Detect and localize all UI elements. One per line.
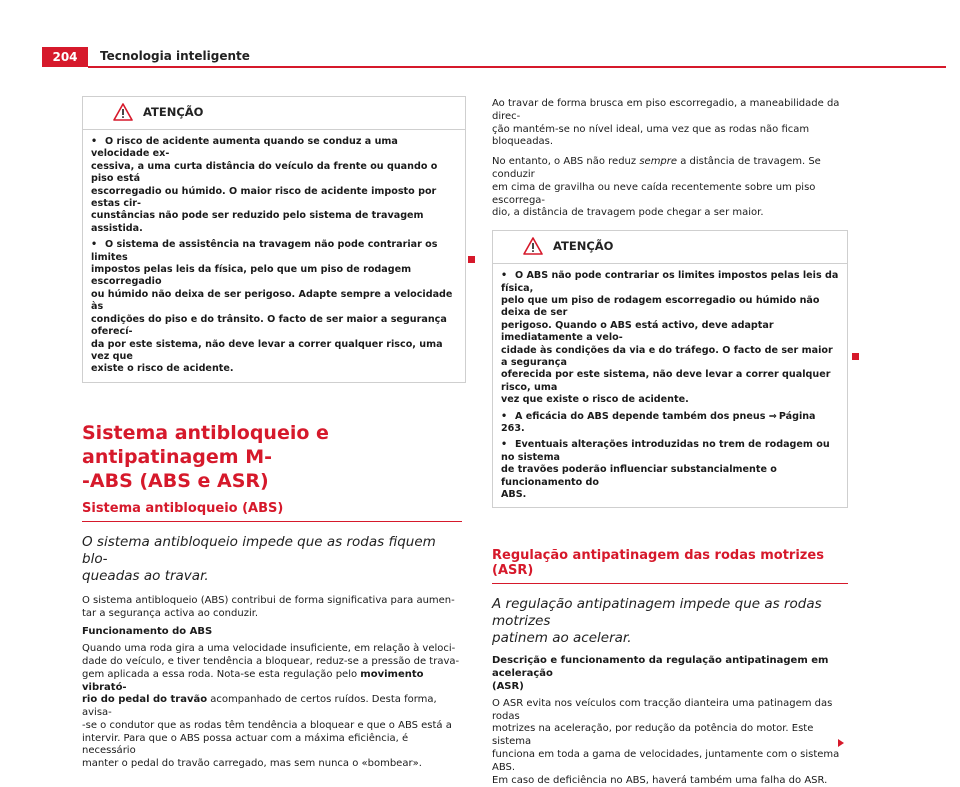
warning-title: ATENÇÃO <box>143 105 204 119</box>
page-number: 204 <box>42 47 88 67</box>
warning-item: • O risco de acidente aumenta quando se conduz a uma velocidade ex- cessiva, a uma curta distância do veículo da frente ou quando o piso está escorregadio ou húmido. O maior risco de acidente imposto por estas cir- cunstâncias não pode ser reduzido pelo sistema de travagem assistida. <box>91 136 438 234</box>
warning-item: • O sistema de assistência na travagem não pode contrariar os limites impostos pelas leis da física, pelo que um piso de rodagem escorregadio ou húmido não deixa de ser perigoso. Adapte sempre a velocidade às condições do piso e do trânsito. O facto de ser maior a segurança oferecí- da por este sistema, não deve levar a correr qualquer risco, uma vez que existe o risco de acidente. <box>91 239 453 375</box>
warning-item: • Eventuais alterações introduzidas no trem de rodagem ou no sistema de travões poderão influenciar substancialmente o funcionamento do ABS. <box>501 439 830 501</box>
warning-body <box>83 130 465 382</box>
chapter-title: Tecnologia inteligente <box>100 49 250 63</box>
bullet-icon: • <box>501 410 508 422</box>
abs-steering-paragraph: Ao travar de forma brusca em piso escorregadio, a maneabilidade da direc- ção mantém-se no nível ideal, uma vez que as rodas não ficam bloqueadas. <box>492 98 840 148</box>
reference-arrow-icon: ⇒ <box>768 410 777 422</box>
abs-distance-paragraph: No entanto, o ABS não reduz sempre a distância de travagem. Se conduzir em cima de gravilha ou neve caída recentemente sobre um piso escorrega- dio, a distância de travagem pode chegar a ser maior. <box>492 156 821 219</box>
asr-heading: Descrição e funcionamento da regulação antipatinagem em aceleração (ASR) <box>492 655 829 693</box>
subsection-title: Sistema antibloqueio (ABS) <box>82 500 284 516</box>
continue-arrow-icon <box>838 739 844 747</box>
emphasis-text: rio do pedal do travão <box>82 694 208 706</box>
warning-triangle-icon <box>113 103 133 121</box>
bullet-icon: • <box>91 239 98 251</box>
page-header <box>42 47 946 69</box>
emphasis-text: movimento vibrató- <box>82 668 424 693</box>
warning-triangle-icon <box>523 237 543 255</box>
asr-paragraph: O ASR evita nos veículos com tracção dianteira uma patinagem das rodas motrizes na aceleração, por redução da potência do motor. Este sistema funciona em toda a gama de velocidades, juntamente com o sistema ABS. Em caso de deficiência no ABS, haverá também uma falha do ASR. <box>492 698 848 787</box>
warning-title: ATENÇÃO <box>553 239 614 254</box>
header-rule <box>88 66 946 68</box>
warning-body <box>493 264 847 507</box>
end-of-section-icon <box>852 353 859 360</box>
warning-header <box>493 231 847 264</box>
bullet-icon: • <box>501 270 508 282</box>
page-reference-link[interactable]: Página 263 <box>501 410 816 435</box>
end-of-section-icon <box>468 256 475 263</box>
bullet-icon: • <box>91 136 98 147</box>
lead-text: O sistema antibloqueio impede que as rodas fiquem blo- queadas ao travar. <box>82 533 436 584</box>
warning-header <box>83 97 465 130</box>
abs-function-paragraph: Quando uma roda gira a uma velocidade insuficiente, em relação à veloci- dade do veículo, e tiver tendência a bloquear, reduz-se a pressão de trava- gem aplicada a essa roda. Nota-se esta regulação pelo movimento vibrató- rio do pedal do travão acompanhado de certos ruídos. Desta forma, avisa- -se o condutor que as rodas têm tendência a bloquear e que o ABS está a intervir. Para que o ABS possa actuar com a máxima eficiência, é necessário manter o pedal do travão carregado, mas sem nunca o «bombear». <box>82 643 460 770</box>
section-title: Sistema antibloqueio e antipatinagem M- -ABS (ABS e ASR) <box>82 421 329 492</box>
bullet-icon: • <box>501 439 508 451</box>
left-column <box>82 96 462 771</box>
emphasis-text: sempre <box>639 156 678 168</box>
warning-item: • A eficácia do ABS depende também dos pneus ⇒ Página 263. <box>501 410 816 435</box>
asr-section-title: Regulação antipatinagem das rodas motrizes (ASR) <box>492 548 824 579</box>
asr-lead-text: A regulação antipatinagem impede que as rodas motrizes patinem ao acelerar. <box>492 596 822 647</box>
abs-function-heading: Funcionamento do ABS <box>82 626 213 638</box>
warning-box-brake-assist <box>82 96 466 383</box>
warning-item: • O ABS não pode contrariar os limites impostos pelas leis da física, pelo que um piso de rodagem escorregadio ou húmido não deixa de ser perigoso. Quando o ABS está activo, deve adaptar imediatamente a velo- cidade às condições da via e do tráfego. O facto de ser maior a segurança oferecida por este sistema, não deve levar a correr qualquer risco, uma vez que existe o risco de acidente. <box>501 270 839 406</box>
intro-paragraph: O sistema antibloqueio (ABS) contribui de forma significativa para aumen- tar a segurança activa ao conduzir. <box>82 594 455 619</box>
right-column <box>492 98 848 787</box>
warning-box-abs <box>492 230 848 508</box>
